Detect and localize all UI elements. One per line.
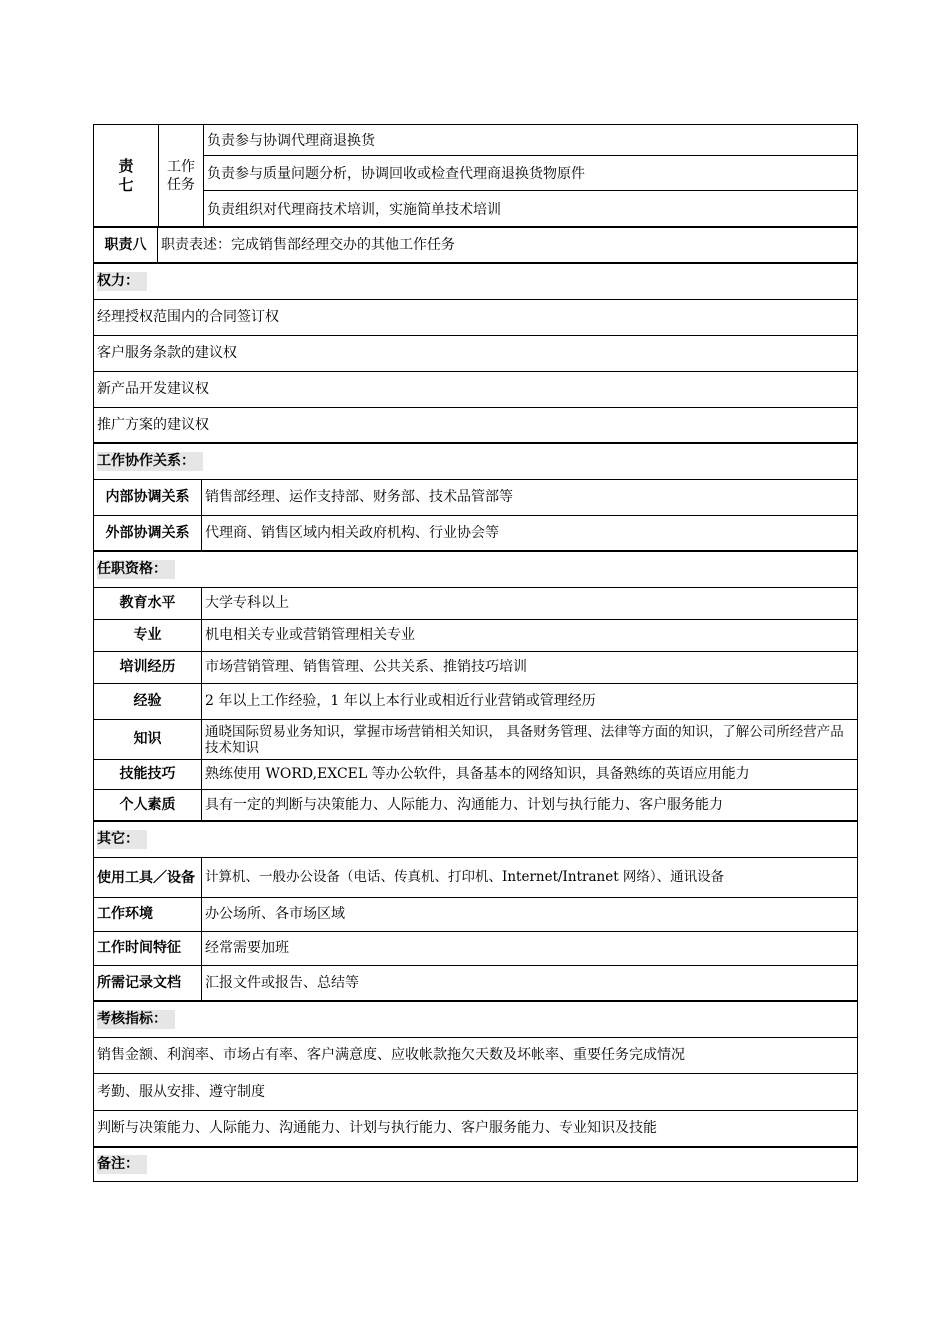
relations-title: 工作协作关系： — [97, 452, 203, 471]
qualifications-section-header — [93, 552, 858, 588]
qualification-value: 熟练使用 WORD,EXCEL 等办公软件，具备基本的网络知识，具备熟练的英语应用能力 — [205, 766, 750, 782]
other-value: 办公场所、各市场区域 — [205, 906, 345, 922]
list-item — [93, 1111, 858, 1148]
qualification-label: 个人素质 — [94, 790, 202, 820]
table-row — [93, 652, 858, 684]
remarks-title: 备注： — [97, 1155, 147, 1174]
table-row — [93, 516, 858, 552]
table-row — [93, 480, 858, 516]
other-title: 其它： — [97, 830, 147, 849]
assessment-item: 销售金额、利润率、市场占有率、客户满意度、应收帐款拖欠天数及坏帐率、重要任务完成情况 — [97, 1047, 685, 1063]
qualification-label: 经验 — [94, 684, 202, 719]
assessment-section-header — [93, 1002, 858, 1038]
qualification-label: 教育水平 — [94, 588, 202, 619]
powers-title: 权力： — [97, 272, 147, 291]
duty-7-tasks — [204, 125, 857, 226]
relation-label: 外部协调关系 — [94, 516, 202, 550]
qualification-value: 机电相关专业或营销管理相关专业 — [205, 627, 415, 643]
duty-7-task: 负责参与协调代理商退换货 — [207, 132, 375, 149]
list-item — [93, 1074, 858, 1111]
table-row — [93, 760, 858, 790]
duty-7-task: 负责组织对代理商技术培训，实施简单技术培训 — [204, 190, 857, 226]
qualification-label: 专业 — [94, 620, 202, 651]
relation-value: 代理商、销售区域内相关政府机构、行业协会等 — [205, 524, 499, 541]
duty-8-row — [93, 228, 858, 264]
qualification-label: 培训经历 — [94, 652, 202, 683]
power-item: 推广方案的建议权 — [97, 416, 209, 433]
other-value: 经常需要加班 — [205, 940, 289, 956]
qualification-label: 技能技巧 — [94, 760, 202, 789]
table-row — [93, 966, 858, 1002]
power-item: 经理授权范围内的合同签订权 — [97, 309, 279, 325]
relation-value: 销售部经理、运作支持部、财务部、技术品管部等 — [205, 489, 513, 505]
table-row — [93, 898, 858, 932]
assessment-item: 判断与决策能力、人际能力、沟通能力、计划与执行能力、客户服务能力、专业知识及技能 — [97, 1120, 657, 1136]
list-item — [93, 408, 858, 444]
power-item: 新产品开发建议权 — [97, 381, 209, 397]
table-row — [93, 620, 858, 652]
relations-section-header — [93, 444, 858, 480]
table-row — [93, 858, 858, 898]
other-label: 使用工具／设备 — [94, 858, 202, 897]
other-value: 计算机、一般办公设备（电话、传真机、打印机、Internet/Intranet 网络）、通讯设备 — [205, 869, 725, 885]
other-section-header — [93, 822, 858, 858]
remarks-section-header — [93, 1148, 858, 1182]
table-row — [93, 684, 858, 720]
list-item — [93, 300, 858, 336]
other-label: 工作环境 — [94, 898, 202, 931]
other-value: 汇报文件或报告、总结等 — [205, 974, 359, 991]
table-row — [93, 932, 858, 966]
table-row — [93, 720, 858, 760]
assessment-item: 考勤、服从安排、遵守制度 — [97, 1083, 265, 1100]
other-label: 所需记录文档 — [94, 966, 202, 1000]
qualification-label: 知识 — [94, 720, 202, 759]
power-item: 客户服务条款的建议权 — [97, 345, 237, 361]
duty-7-block — [93, 124, 858, 228]
list-item — [93, 1038, 858, 1074]
duty-7-type: 工作 任务 — [159, 125, 204, 226]
assessment-title: 考核指标： — [97, 1010, 175, 1029]
qualification-value: 市场营销管理、销售管理、公共关系、推销技巧培训 — [205, 659, 527, 675]
relation-label: 内部协调关系 — [94, 480, 202, 515]
duty-8-desc: 职责表述：完成销售部经理交办的其他工作任务 — [161, 236, 455, 253]
list-item — [93, 336, 858, 372]
list-item — [93, 372, 858, 408]
job-description-table — [93, 124, 858, 1182]
other-label: 工作时间特征 — [94, 932, 202, 965]
powers-section-header — [93, 264, 858, 300]
duty-7-label: 责 七 — [94, 125, 159, 226]
table-row — [93, 790, 858, 822]
qualification-value: 通晓国际贸易业务知识，掌握市场营销相关知识， 具备财务管理、法律等方面的知识，了解公司所经营产品技术知识 — [205, 723, 844, 756]
qualification-value: 具有一定的判断与决策能力、人际能力、沟通能力、计划与执行能力、客户服务能力 — [205, 796, 723, 813]
qualifications-title: 任职资格： — [97, 560, 175, 579]
table-row — [93, 588, 858, 620]
qualification-value: 大学专科以上 — [205, 595, 289, 611]
qualification-value: 2 年以上工作经验，1 年以上本行业或相近行业营销或管理经历 — [205, 693, 596, 709]
duty-8-label: 职责八 — [94, 228, 158, 262]
duty-7-task: 负责参与质量问题分析，协调回收或检查代理商退换货物原件 — [204, 155, 857, 191]
